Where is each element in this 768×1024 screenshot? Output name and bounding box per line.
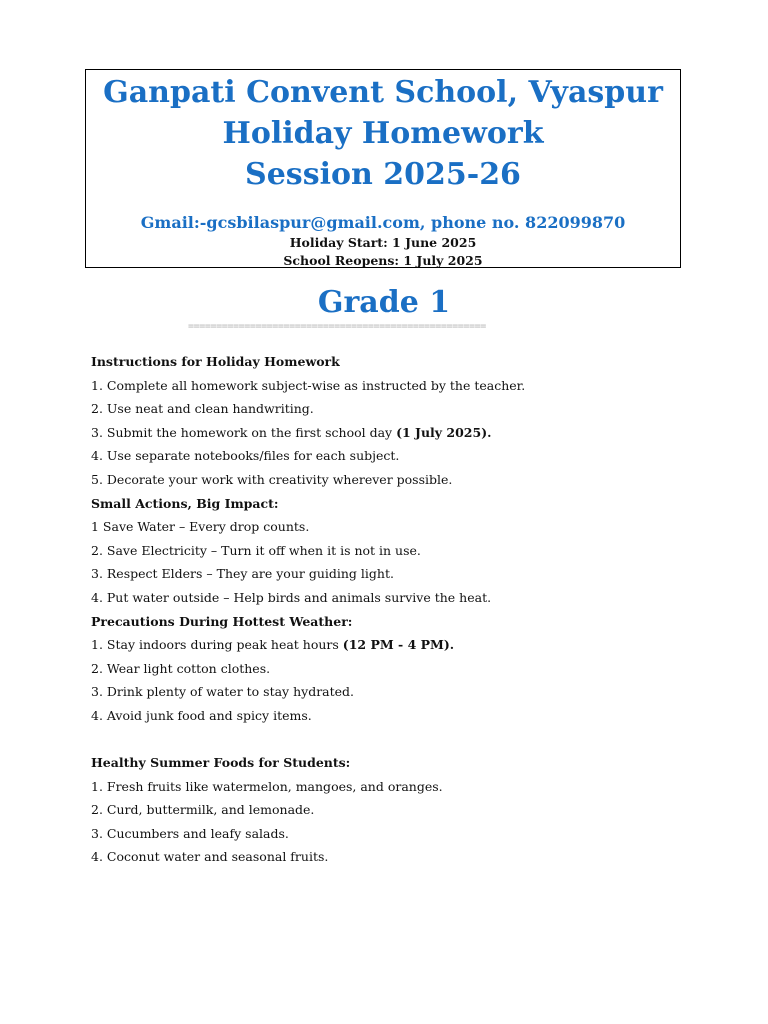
instruction-text: 3. Submit the homework on the first school day bbox=[91, 424, 397, 440]
instruction-item: 5. Decorate your work with creativity wherever possible. bbox=[91, 471, 453, 487]
action-item: 2. Save Electricity – Turn it off when it is not in use. bbox=[91, 542, 421, 558]
holiday-start: Holiday Start: 1 June 2025 bbox=[289, 235, 477, 250]
separator-rule: ===================================================== bbox=[188, 322, 486, 332]
precautions-heading: Precautions During Hottest Weather: bbox=[91, 613, 353, 629]
precaution-item: 2. Wear light cotton clothes. bbox=[91, 660, 271, 676]
precaution-item: 3. Drink plenty of water to stay hydrated. bbox=[91, 684, 355, 700]
precaution-item bbox=[91, 633, 691, 657]
action-item: 1 Save Water – Every drop counts. bbox=[91, 519, 310, 535]
action-item: 3. Respect Elders – They are your guiding light. bbox=[91, 566, 394, 582]
precaution-item: 4. Avoid junk food and spicy items. bbox=[91, 707, 312, 723]
instructions-heading: Instructions for Holiday Homework bbox=[91, 354, 340, 369]
peak-hours: (12 PM - 4 PM). bbox=[342, 637, 455, 653]
instruction-item: 1. Complete all homework subject-wise as instructed by the teacher. bbox=[91, 377, 526, 393]
school-reopens: School Reopens: 1 July 2025 bbox=[283, 252, 483, 268]
food-item: 3. Cucumbers and leafy salads. bbox=[91, 825, 289, 841]
contact-info: Gmail:-gcsbilaspur@gmail.com, phone no. 822099870 bbox=[140, 213, 626, 232]
food-item: 4. Coconut water and seasonal fruits. bbox=[91, 849, 329, 865]
section-spacer bbox=[91, 728, 691, 752]
instruction-item bbox=[91, 421, 691, 445]
instruction-item: 4. Use separate notebooks/files for each subject. bbox=[91, 448, 400, 464]
precaution-text: 1. Stay indoors during peak heat hours bbox=[91, 637, 343, 653]
action-item: 4. Put water outside – Help birds and animals survive the heat. bbox=[91, 589, 492, 605]
submission-date: (1 July 2025). bbox=[396, 424, 492, 440]
homework-title: Holiday Homework bbox=[222, 116, 544, 151]
instruction-item: 2. Use neat and clean handwriting. bbox=[91, 401, 314, 417]
grade-heading: Grade 1 bbox=[317, 285, 451, 320]
food-item: 1. Fresh fruits like watermelon, mangoes, and oranges. bbox=[91, 778, 443, 794]
foods-heading: Healthy Summer Foods for Students: bbox=[91, 755, 351, 771]
food-item: 2. Curd, buttermilk, and lemonade. bbox=[91, 802, 315, 818]
session-label: Session 2025-26 bbox=[245, 157, 521, 192]
header-box bbox=[85, 69, 681, 268]
school-name: Ganpati Convent School, Vyaspur bbox=[103, 75, 663, 110]
homework-content bbox=[91, 350, 691, 869]
small-actions-heading: Small Actions, Big Impact: bbox=[91, 495, 279, 511]
